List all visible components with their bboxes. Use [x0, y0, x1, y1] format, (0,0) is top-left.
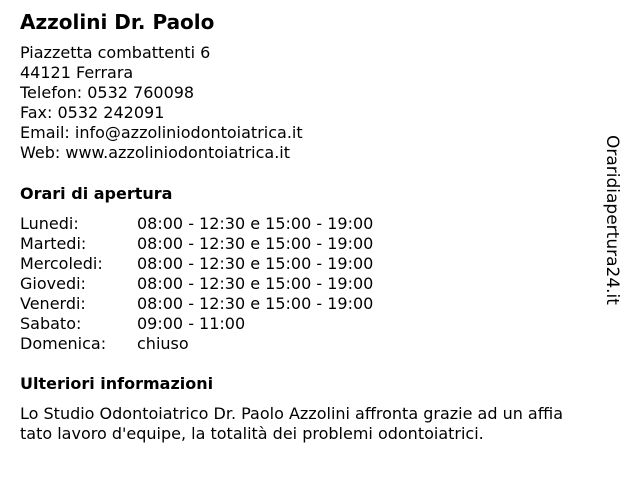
site-watermark: [602, 135, 637, 310]
hours-row: [20, 334, 373, 354]
hours-time: 08:00 - 12:30 e 15:00 - 19:00: [137, 254, 374, 273]
web-line: Web: www.azzoliniodontoiatrica.it: [20, 143, 290, 162]
hours-day: Martedi:: [20, 234, 87, 253]
hours-time: chiuso: [137, 334, 189, 353]
business-name: Azzolini Dr. Paolo: [20, 10, 215, 34]
additional-info-heading: Ulteriori informazioni: [20, 374, 214, 393]
info-text-line: Lo Studio Odontoiatrico Dr. Paolo Azzolini affronta grazie ad un affia: [20, 404, 564, 423]
hours-day: Venerdi:: [20, 294, 86, 313]
hours-day: Domenica:: [20, 334, 107, 353]
hours-day: Sabato:: [20, 314, 82, 333]
address-street: Piazzetta combattenti 6: [20, 43, 211, 62]
hours-row: [20, 254, 373, 274]
hours-time: 08:00 - 12:30 e 15:00 - 19:00: [137, 274, 374, 293]
email-line: Email: info@azzoliniodontoiatrica.it: [20, 123, 303, 142]
hours-time: 08:00 - 12:30 e 15:00 - 19:00: [137, 294, 374, 313]
contact-details: [20, 43, 303, 163]
hours-row: [20, 214, 373, 234]
hours-row: [20, 234, 373, 254]
opening-hours-heading: Orari di apertura: [20, 184, 173, 203]
hours-row: [20, 274, 373, 294]
additional-info-text: [20, 404, 620, 444]
hours-day: Giovedi:: [20, 274, 86, 293]
hours-row: [20, 294, 373, 314]
phone-line: Telefon: 0532 760098: [20, 83, 195, 102]
watermark-text: Oraridiapertura24.it: [602, 135, 622, 305]
hours-time: 09:00 - 11:00: [137, 314, 246, 333]
hours-day: Lunedi:: [20, 214, 79, 233]
hours-row: [20, 314, 373, 334]
info-text-line: tato lavoro d'equipe, la totalità dei problemi odontoiatrici.: [20, 424, 484, 443]
address-city: 44121 Ferrara: [20, 63, 134, 82]
hours-time: 08:00 - 12:30 e 15:00 - 19:00: [137, 214, 374, 233]
hours-day: Mercoledi:: [20, 254, 103, 273]
fax-line: Fax: 0532 242091: [20, 103, 165, 122]
hours-time: 08:00 - 12:30 e 15:00 - 19:00: [137, 234, 374, 253]
opening-hours-list: [20, 214, 373, 354]
